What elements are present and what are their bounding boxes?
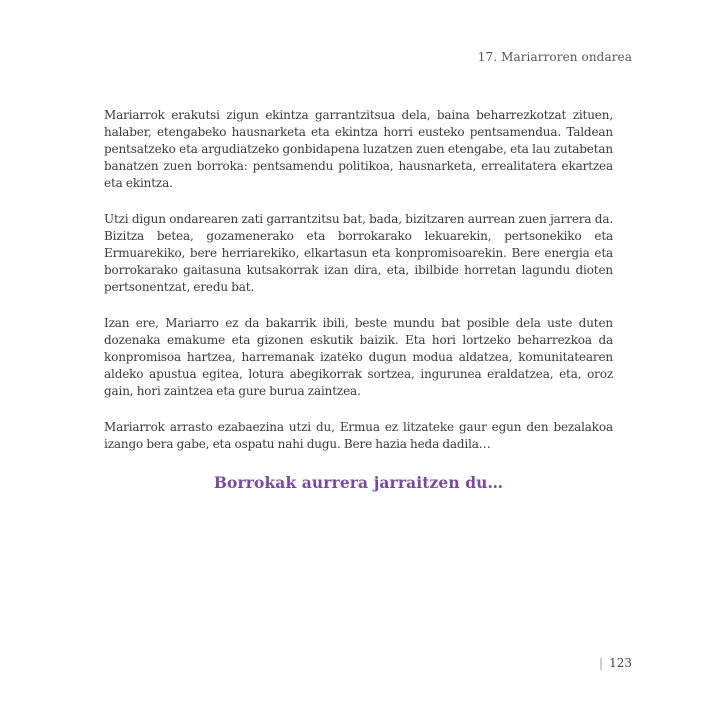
page-folio bbox=[599, 656, 632, 670]
running-header: 17. Mariarroren ondarea bbox=[477, 50, 632, 64]
page-number: 123 bbox=[609, 656, 632, 670]
closing-line: Borrokak aurrera jarraitzen du… bbox=[213, 473, 504, 492]
folio-separator: | bbox=[599, 656, 604, 670]
paragraph-2: Utzi digun ondarearen zati garrantzitsu bat, bada, bizitzaren aurrean zuen jarrera da. Bizitza betea, gozamenerako eta borrokarako lekuarekin, pertsonekiko eta Ermuarekiko, bere herriarekiko, elkartasun eta konpromisoarekin. Bere energia eta borrokarako gaitasuna kutsakorrak izan dira, eta, ibilbide horretan lagundu dioten pertsonentzat, eredu bat. bbox=[104, 212, 613, 294]
paragraph-4: Mariarrok arrasto ezabaezina utzi du, Ermua ez litzateke gaur egun den bezalakoa izango bera gabe, eta ospatu nahi dugu. Bere hazia heda dadila… bbox=[104, 420, 613, 451]
paragraph-1: Mariarrok erakutsi zigun ekintza garrantzitsua dela, baina beharrezkotzat zituen, halaber, etengabeko hausnarketa eta ekintza horri eusteko pentsamendua. Taldean pentsatzeko eta argudiatzeko gonbidapena luzatzen zuen etengabe, eta lau zutabetan banatzen zuen borroka: pentsamendu politikoa, hausnarketa, errealitatera ekartzea eta ekintza. bbox=[104, 108, 613, 190]
page-body bbox=[104, 107, 613, 492]
paragraph-3: Izan ere, Mariarro ez da bakarrik ibili, beste mundu bat posible dela uste duten dozenaka emakume eta gizonen eskutik baizik. Eta hori lortzeko beharrezkoa da konpromisoa hartzea, harremanak izateko dugun modua aldatzea, komunitatearen aldeko apustua egitea, lotura abegikorrak sortzea, ingurunea eraldatzea, eta, oroz gain, hori zaintzea eta gure burua zaintzea. bbox=[104, 316, 613, 398]
